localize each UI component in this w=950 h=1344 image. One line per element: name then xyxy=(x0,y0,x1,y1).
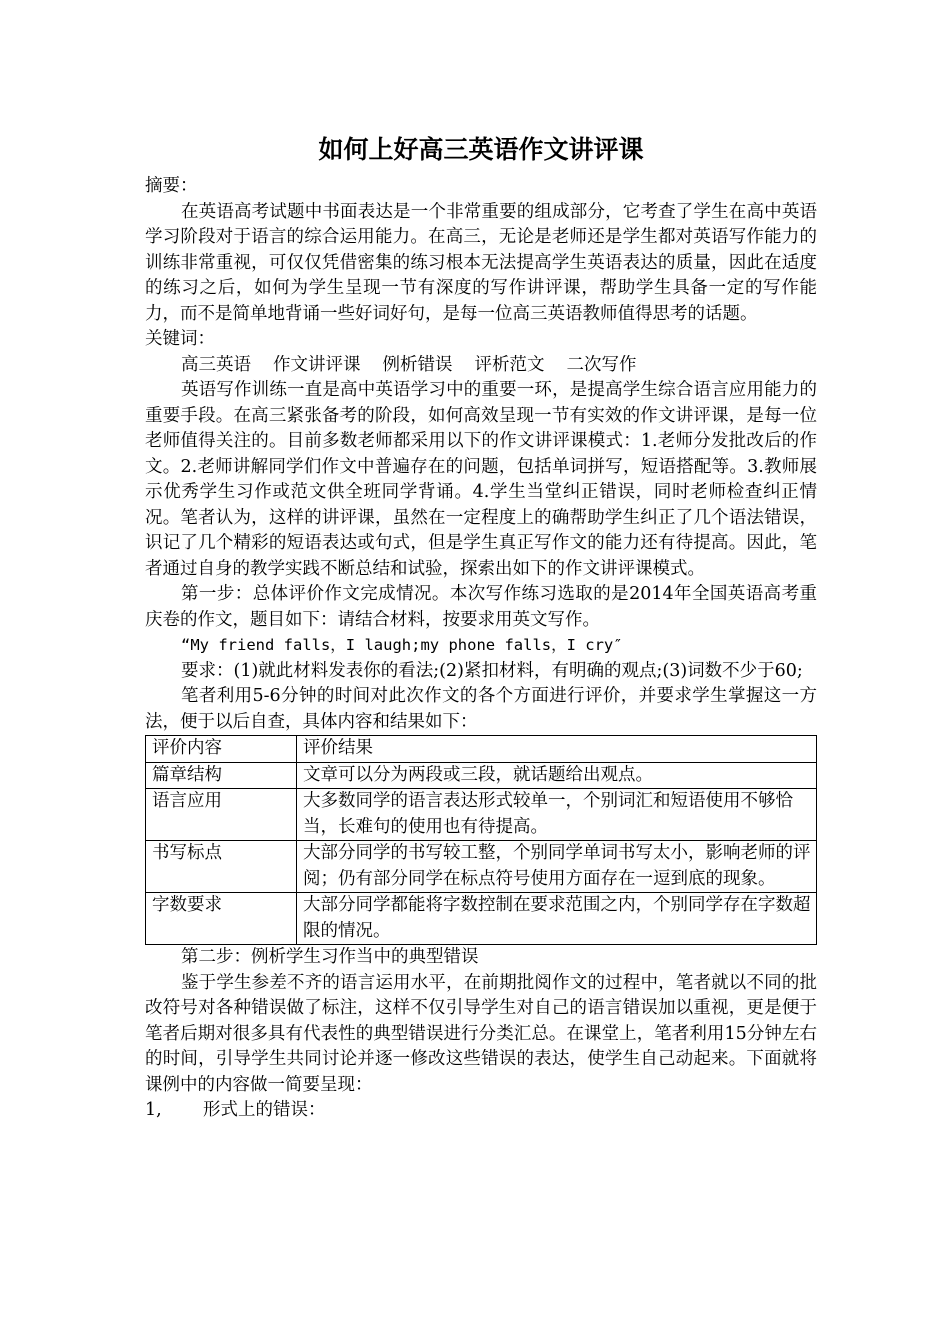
table-cell-result: 大部分同学的书写较工整，个别同学单词书写太小，影响老师的评阅；仍有部分同学在标点符号使用方面存在一逗到底的现象。 xyxy=(297,841,817,893)
keyword: 评析范文 xyxy=(474,354,545,375)
document-title: 如何上好高三英语作文讲评课 xyxy=(318,135,644,164)
step2-paragraph: 鉴于学生参差不齐的语言运用水平，在前期批阅作文的过程中，笔者就以不同的批改符号对各种错误做了标注，这样不仅引导学生对自己的语言错误加以重视，更是便于笔者后期对很多具有代表性的典型错误进行分类汇总。在课堂上，笔者利用15分钟左右的时间，引导学生共同讨论并逐一修改这些错误的表达，使学生自己动起来。下面就将课例中的内容做一简要呈现： xyxy=(145,972,817,1095)
table-header-row xyxy=(146,736,817,763)
list-item-text: 形式上的错误： xyxy=(203,1100,326,1120)
evaluation-table xyxy=(145,735,817,945)
evaluation-intro: 笔者利用5-6分钟的时间对此次作文的各个方面进行评价，并要求学生掌握这一方法，便于以后自查，具体内容和结果如下： xyxy=(145,686,817,732)
step2-heading: 第二步：例析学生习作当中的典型错误 xyxy=(181,947,479,967)
keyword: 高三英语 xyxy=(181,354,251,375)
requirements-paragraph: 要求：(1)就此材料发表你的看法;(2)紧扣材料，有明确的观点;(3)词数不少于60; xyxy=(181,660,803,681)
table-header-cell: 评价内容 xyxy=(146,736,297,763)
table-cell-result: 文章可以分为两段或三段，就话题给出观点。 xyxy=(297,762,817,789)
table-cell-item: 字数要求 xyxy=(146,893,297,945)
abstract-text: 在英语高考试题中书面表达是一个非常重要的组成部分，它考查了学生在高中英语学习阶段对于语言的综合运用能力。在高三，无论是老师还是学生都对英语写作能力的训练非常重视，可仅仅凭借密集的练习根本无法提高学生英语表达的质量，因此在适度的练习之后，如何为学生呈现一节有深度的写作讲评课，帮助学生具备一定的写作能力，而不是简单地背诵一些好词好句，是每一位高三英语教师值得思考的话题。 xyxy=(145,201,817,324)
table-cell-item: 篇章结构 xyxy=(146,762,297,789)
document-page xyxy=(145,130,817,1124)
table-cell-item: 书写标点 xyxy=(146,841,297,893)
keywords-list xyxy=(145,353,817,379)
abstract-label: 摘要： xyxy=(145,176,198,196)
table-row xyxy=(146,893,817,945)
keyword: 作文讲评课 xyxy=(273,354,361,375)
list-item-number: 1, xyxy=(145,1100,162,1120)
step1-paragraph: 第一步：总体评价作文完成情况。本次写作练习选取的是2014年全国英语高考重庆卷的作文，题目如下：请结合材料，按要求用英文写作。 xyxy=(145,584,817,630)
keywords-label: 关键词： xyxy=(145,329,215,349)
table-row xyxy=(146,789,817,841)
intro-paragraph: 英语写作训练一直是高中英语学习中的重要一环，是提高学生综合语言应用能力的重要手段。在高三紧张备考的阶段，如何高效呈现一节有实效的作文讲评课，是每一位老师值得关注的。目前多数老师都采用以下的作文讲评课模式：1.老师分发批改后的作文。2.老师讲解同学们作文中普遍存在的问题，包括单词拼写，短语搭配等。3.教师展示优秀学生习作或范文供全班同学背诵。4.学生当堂纠正错误，同时老师检查纠正情况。笔者认为，这样的讲评课，虽然在一定程度上的确帮助学生纠正了几个语法错误，识记了几个精彩的短语表达或句式，但是学生真正写作文的能力还有待提高。因此，笔者通过自身的教学实践不断总结和试验，探索出如下的作文讲评课模式。 xyxy=(145,380,817,579)
quote-line: “My friend falls，I laugh;my phone falls，I cry″ xyxy=(181,636,623,654)
table-cell-result: 大部分同学都能将字数控制在要求范围之内，个别同学存在字数超限的情况。 xyxy=(297,893,817,945)
table-header-cell: 评价结果 xyxy=(297,736,817,763)
list-item xyxy=(145,1098,817,1124)
table-cell-item: 语言应用 xyxy=(146,789,297,841)
keyword: 例析错误 xyxy=(382,354,453,375)
table-cell-result: 大多数同学的语言表达形式较单一，个别词汇和短语使用不够恰当，长难句的使用也有待提高。 xyxy=(297,789,817,841)
table-row xyxy=(146,841,817,893)
table-row xyxy=(146,762,817,789)
keyword: 二次写作 xyxy=(566,354,637,375)
